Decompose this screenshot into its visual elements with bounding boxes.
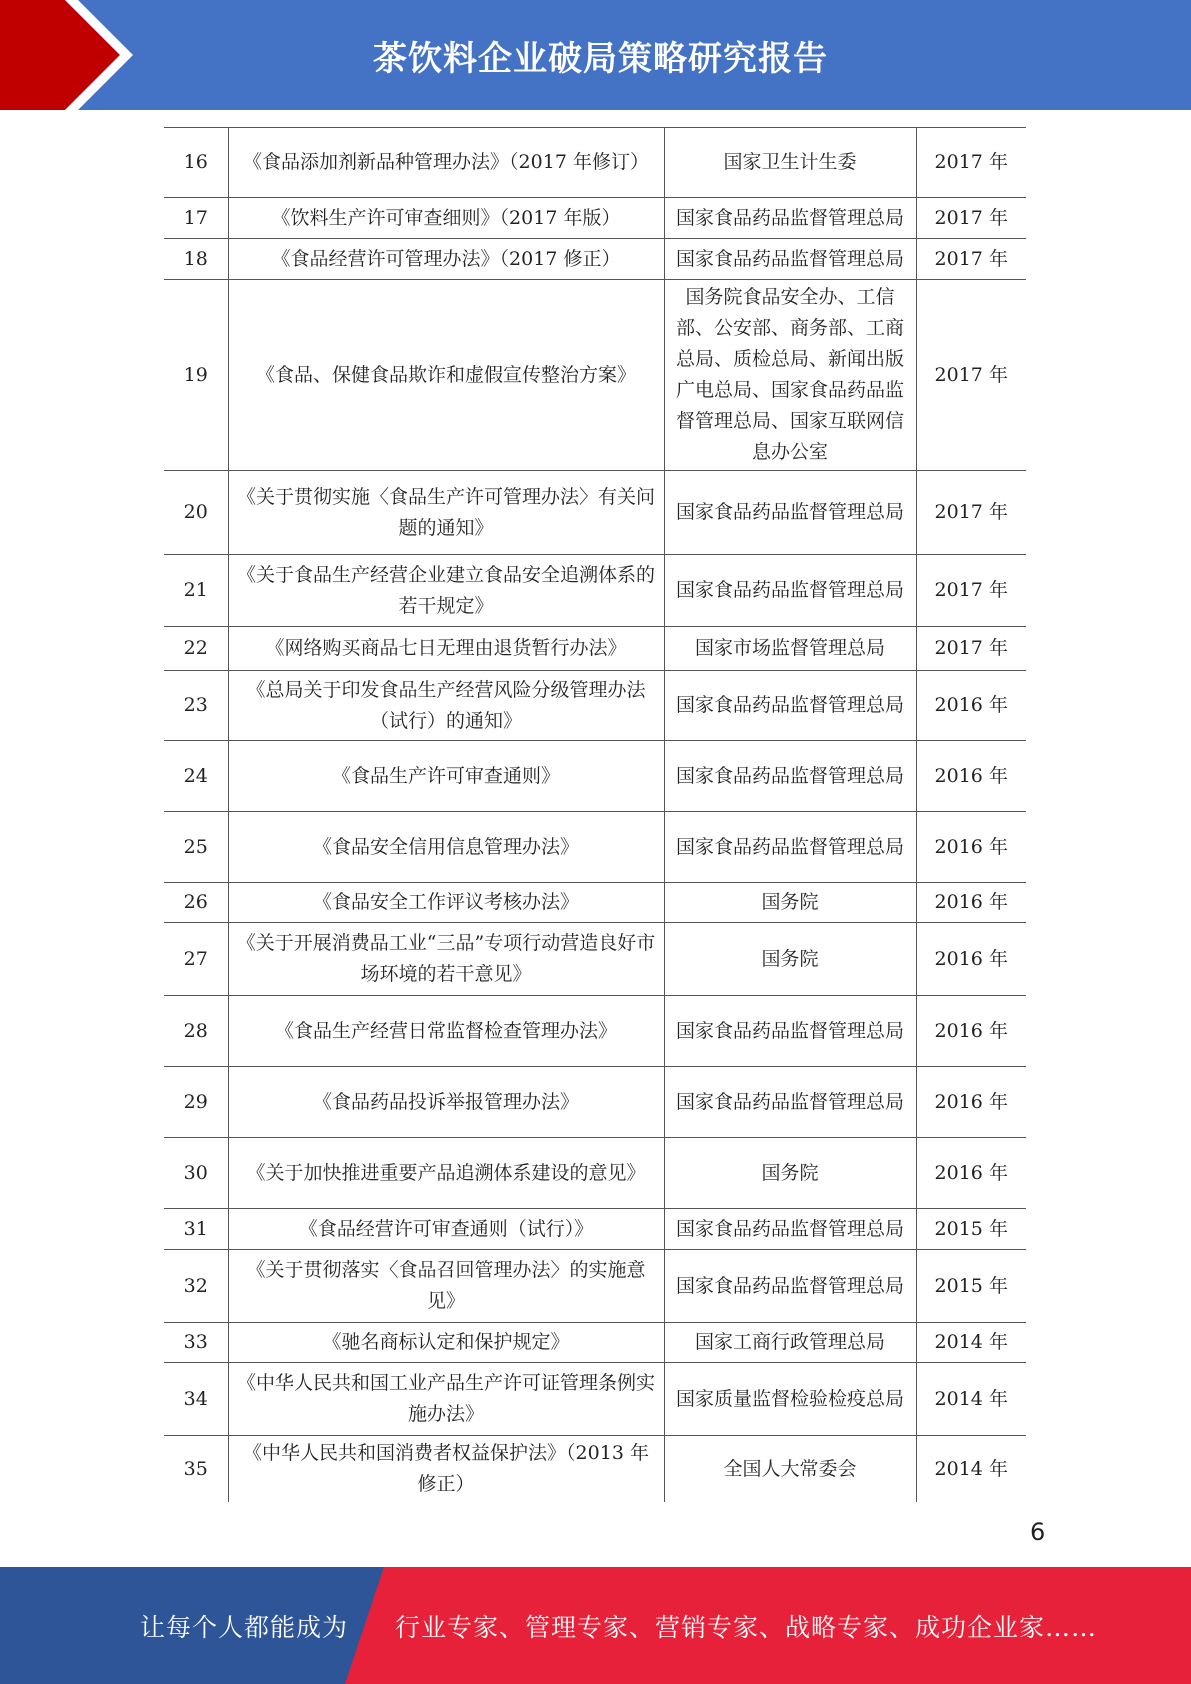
issue-year: 2016 年 <box>916 923 1026 996</box>
issuing-agency: 国家食品药品监督管理总局 <box>664 671 916 741</box>
issue-year: 2016 年 <box>916 741 1026 812</box>
table-row <box>164 923 1026 996</box>
regulation-name: 《中华人民共和国工业产品生产许可证管理条例实施办法》 <box>228 1363 664 1436</box>
issue-year: 2016 年 <box>916 671 1026 741</box>
issue-year: 2014 年 <box>916 1436 1026 1503</box>
issue-year: 2017 年 <box>916 128 1026 198</box>
row-number: 25 <box>164 812 228 883</box>
regulation-name: 《网络购买商品七日无理由退货暂行办法》 <box>228 627 664 671</box>
header-banner <box>0 0 1191 110</box>
row-number: 17 <box>164 198 228 239</box>
issue-year: 2017 年 <box>916 471 1026 555</box>
issue-year: 2015 年 <box>916 1250 1026 1323</box>
report-title: 茶饮料企业破局策略研究报告 <box>373 38 828 79</box>
regulation-name: 《关于食品生产经营企业建立食品安全追溯体系的若干规定》 <box>228 555 664 627</box>
issuing-agency: 国家质量监督检验检疫总局 <box>664 1363 916 1436</box>
table-row <box>164 555 1026 627</box>
row-number: 34 <box>164 1363 228 1436</box>
row-number: 16 <box>164 128 228 198</box>
issue-year: 2017 年 <box>916 627 1026 671</box>
regulation-name: 《食品安全工作评议考核办法》 <box>228 883 664 923</box>
table-row <box>164 671 1026 741</box>
regulation-name: 《饮料生产许可审查细则》（2017 年版） <box>228 198 664 239</box>
row-number: 32 <box>164 1250 228 1323</box>
regulation-name: 《食品添加剂新品种管理办法》（2017 年修订） <box>228 128 664 198</box>
row-number: 22 <box>164 627 228 671</box>
table-row <box>164 471 1026 555</box>
regulation-name: 《驰名商标认定和保护规定》 <box>228 1323 664 1363</box>
table-row <box>164 1363 1026 1436</box>
issuing-agency: 国家食品药品监督管理总局 <box>664 741 916 812</box>
issuing-agency: 国家食品药品监督管理总局 <box>664 471 916 555</box>
table-row <box>164 1209 1026 1250</box>
regulation-name: 《食品经营许可审查通则（试行）》 <box>228 1209 664 1250</box>
issuing-agency: 国家食品药品监督管理总局 <box>664 1067 916 1138</box>
table-row <box>164 1250 1026 1323</box>
regulation-name: 《食品生产许可审查通则》 <box>228 741 664 812</box>
issue-year: 2016 年 <box>916 812 1026 883</box>
row-number: 30 <box>164 1138 228 1209</box>
table-row <box>164 1067 1026 1138</box>
row-number: 28 <box>164 996 228 1067</box>
issuing-agency: 国家食品药品监督管理总局 <box>664 996 916 1067</box>
issue-year: 2016 年 <box>916 883 1026 923</box>
table-row <box>164 1323 1026 1363</box>
regulation-name: 《总局关于印发食品生产经营风险分级管理办法（试行）的通知》 <box>228 671 664 741</box>
issuing-agency-text: 国家食品药品监督管理总局 <box>675 247 904 270</box>
regulation-name: 《食品安全信用信息管理办法》 <box>228 812 664 883</box>
row-number: 35 <box>164 1436 228 1503</box>
table-row <box>164 996 1026 1067</box>
issuing-agency: 国家食品药品监督管理总局 <box>664 1250 916 1323</box>
row-number: 18 <box>164 239 228 280</box>
issuing-agency <box>664 239 916 280</box>
row-number: 24 <box>164 741 228 812</box>
issuing-agency-text: 国家食品药品监督管理总局 <box>675 1217 904 1240</box>
regulation-name: 《食品生产经营日常监督检查管理办法》 <box>228 996 664 1067</box>
issuing-agency: 国务院 <box>664 923 916 996</box>
footer-slogan-right: 行业专家、管理专家、营销专家、战略专家、成功企业家…… <box>395 1612 1098 1642</box>
table-row <box>164 128 1026 198</box>
issuing-agency: 国家食品药品监督管理总局 <box>664 555 916 627</box>
issuing-agency: 国家工商行政管理总局 <box>664 1323 916 1363</box>
regulation-name: 《关于开展消费品工业“三品”专项行动营造良好市场环境的若干意见》 <box>228 923 664 996</box>
row-number: 21 <box>164 555 228 627</box>
row-number: 33 <box>164 1323 228 1363</box>
issuing-agency <box>664 198 916 239</box>
page-number: 6 <box>1030 1518 1046 1546</box>
issuing-agency: 国家市场监督管理总局 <box>664 627 916 671</box>
table-row <box>164 627 1026 671</box>
row-number: 27 <box>164 923 228 996</box>
issuing-agency: 国务院食品安全办、工信部、公安部、商务部、工商总局、质检总局、新闻出版广电总局、国家食品药品监督管理总局、国家互联网信息办公室 <box>664 280 916 471</box>
issue-year: 2014 年 <box>916 1323 1026 1363</box>
regulations-table <box>164 127 1026 1502</box>
regulation-name: 《中华人民共和国消费者权益保护法》（2013 年修正） <box>228 1436 664 1503</box>
table-row <box>164 280 1026 471</box>
table-row <box>164 883 1026 923</box>
issuing-agency <box>664 1209 916 1250</box>
table-row <box>164 1436 1026 1503</box>
row-number: 23 <box>164 671 228 741</box>
issue-year: 2017 年 <box>916 198 1026 239</box>
row-number: 29 <box>164 1067 228 1138</box>
row-number: 20 <box>164 471 228 555</box>
issue-year: 2014 年 <box>916 1363 1026 1436</box>
regulation-name: 《关于加快推进重要产品追溯体系建设的意见》 <box>228 1138 664 1209</box>
regulation-name: 《食品经营许可管理办法》（2017 修正） <box>228 239 664 280</box>
row-number: 19 <box>164 280 228 471</box>
issue-year: 2017 年 <box>916 555 1026 627</box>
issuing-agency-text: 国家食品药品监督管理总局 <box>675 206 904 229</box>
footer-slogan-left: 让每个人都能成为 <box>140 1612 349 1642</box>
issue-year: 2016 年 <box>916 1067 1026 1138</box>
row-number: 26 <box>164 883 228 923</box>
issuing-agency: 国家食品药品监督管理总局 <box>664 812 916 883</box>
regulation-name: 《食品、保健食品欺诈和虚假宣传整治方案》 <box>228 280 664 471</box>
issuing-agency: 全国人大常委会 <box>664 1436 916 1503</box>
table-row <box>164 1138 1026 1209</box>
row-number: 31 <box>164 1209 228 1250</box>
issuing-agency: 国家卫生计生委 <box>664 128 916 198</box>
table-row <box>164 239 1026 280</box>
issuing-agency: 国务院 <box>664 883 916 923</box>
issue-year: 2016 年 <box>916 1138 1026 1209</box>
issue-year: 2015 年 <box>916 1209 1026 1250</box>
table-row <box>164 812 1026 883</box>
regulation-name: 《食品药品投诉举报管理办法》 <box>228 1067 664 1138</box>
table-row <box>164 198 1026 239</box>
table-row <box>164 741 1026 812</box>
issue-year: 2016 年 <box>916 996 1026 1067</box>
footer-banner <box>0 1567 1191 1684</box>
regulation-name: 《关于贯彻实施〈食品生产许可管理办法〉有关问题的通知》 <box>228 471 664 555</box>
regulation-name: 《关于贯彻落实〈食品召回管理办法〉的实施意见》 <box>228 1250 664 1323</box>
issuing-agency: 国务院 <box>664 1138 916 1209</box>
issue-year: 2017 年 <box>916 239 1026 280</box>
issue-year: 2017 年 <box>916 280 1026 471</box>
